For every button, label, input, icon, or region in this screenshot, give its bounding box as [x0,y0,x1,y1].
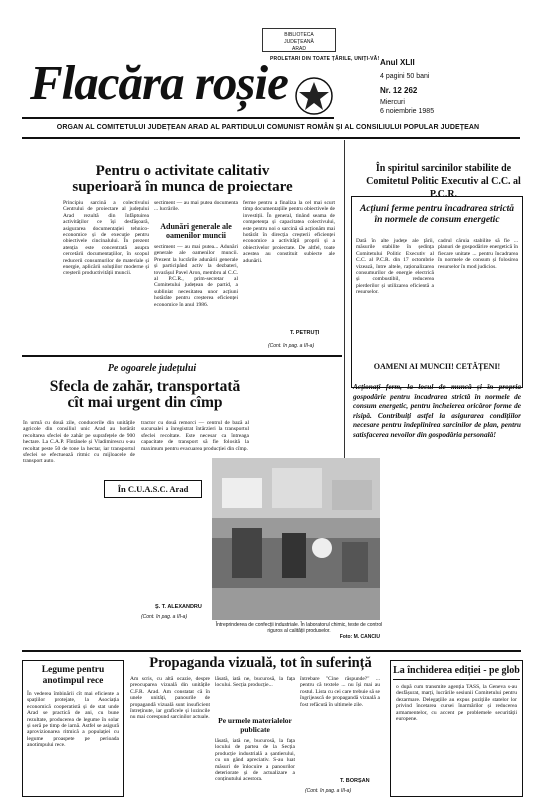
lead-signature: T. PETRUȚI [290,330,320,336]
library-stamp [262,28,336,52]
bottom-rule [22,650,521,652]
party-emblem-icon [294,74,334,118]
legume-box [22,660,124,797]
plenary-text-2: cadrul căruia stabilite să fie ... planuri de gospodărire energetică în fiecare unitate ... pentru încadrarea în normele de consum și folosirea resurselor în mod judicios. [438,238,518,270]
issue-day: Miercuri [380,99,405,106]
propaganda-text-1: Am scris, cu altă ocazie, despre preocuparea vizuală din unitățile C.F.R. Arad. Am constatat că în unele unități, panourile de propagandă vizuală sunt insuficient întreținute, iar graficele și lozincile nu mai corespund sarcinilor actuale. [130,676,210,721]
section-rule [22,355,342,357]
propaganda-subhead: Pe urmele materialelor publicate [218,716,292,734]
organ-line: ORGAN AL COMITETULUI JUDEȚEAN ARAD AL PARTIDULUI COMUNIST ROMÂN ȘI AL CONSILIULUI POPULAR JUDEȚEAN [56,124,480,131]
masthead-slogan: PROLETARI DIN TOATE ȚĂRILE, UNIȚI-VĂ! [270,56,380,62]
stamp-line: JUDEȚEANĂ [284,39,314,45]
fields-kicker: Pe ogoarele județului [107,363,197,374]
propaganda-continued: (Cont. în pag. a III-a) [305,788,352,794]
fields-text-1: În urmă cu două zile, conducerile din unitățile agricole din consiliul unic Arad au hotărât recoltarea sfeclei de zahăr pe suprafețele de 900 hectare. La C.A.P. Fîntânele și Vladimirescu s-au recoltat peste 50 de tone la hectar, iar transportul sfeclei se efectuează ritmic cu mijloacele de transport auto. [23,420,135,465]
lead-column-2: sectiment — au mai putea... Adunări generale ale oamenilor muncii. Prezent la lucrările adunării generale și participând activ la dezbateri, tovarășul Pavel Aron, membru al C.C. al P.C.R., prim-secretar al Comitetului județean de partid, a subliniat necesitatea unor acțiuni hotărâte pentru creșterea eficienței economice în anul 1986. [154,244,238,308]
fields-continued: (Cont. în pag. a III-a) [141,614,188,620]
organ-rule [22,137,520,139]
plenary-text-1: Dată în alte județe ale țării, măsurile stabilite în ședința Comitetului Politic Executiv al C.C. al P.C.R. din 17 octombrie vizează, între altele, raționalizarea consumurilor de energie electrică și combustibil, reducerea pierderilor și utilizarea eficientă a resurselor. [356,238,434,296]
plenary-headline: În spiritul sarcinilor stabilite de Comitetul Politic Executiv al C.C. al P.C.R. [366,163,521,200]
fields-signature: Ș. T. ALEXANDRU [155,604,202,610]
propaganda-text-3: întrebare "Cine răspunde?" ... pentru că textele ... nu își mai au rostul. Lista cu cei care trebuie să se îngrijească de propagandă vizuală a fost refăcută în ultimele zile. [300,676,380,708]
closing-text: o după cum transmite agenția TASS, la Geneva s-au desfășurat, marți, lucrările sesiunii Comitetului pentru dezarmare. Delegațiile au expus pozițiile statelor lor privind încetarea cursei înarmărilor și reducerea armamentelor, cu accent pe problemele securității europene. [396,684,517,723]
issue-number: Nr. 12 262 [380,86,418,95]
issue-year: Anul XLII [380,58,415,67]
photo-credit: Foto: M. CANCIU [339,634,380,640]
issue-price: 4 pagini 50 bani [380,73,430,80]
propaganda-headline: Propaganda vizuală, tot în suferință [149,655,372,671]
fields-text-2: tractor cu două remorci — centrul de bază al sucursalei a înregistrat întârzieri la transportul sfeclei recoltate. Este necesar ca întreaga capacitate de transport să fie folosită la maximum pentru evacuarea producției din cîmp. [141,420,249,452]
lead-continued: (Cont. în pag. a III-a) [268,343,315,349]
propaganda-text-2-top: lăsată, iată ne, bucurosă, la fața locului. Secția producție... [215,676,295,689]
fields-headline: Sfecla de zahăr, transportată cît mai urgent din cîmp [49,378,241,411]
stamp-line: BIBLIOTECA [284,32,314,38]
issue-info [362,56,482,116]
newspaper-title: Flacăra roșie [30,55,288,110]
fields-inset: În C.U.A.S.C. Arad [104,480,202,498]
lead-column-1: Principiu sarcină a colectivului Centrului de proiectare al județului Arad rezultă din înfăptuirea activităților ce își desfășoară, asigurarea documentației tehnico-economice și de execuție pentru obiectivele cincinalului. În prezent atenția este concentrată asupra cercetării documentațiilor, în scopul reducerii consumurilor de materiale și energie, aplicării soluțiilor moderne și creșterii productivității muncii. [63,200,149,277]
propaganda-text-2: lăsată, iată ne, bucurosă, la fața locului de partea de la Secția producție industrială a șantierului, cu un gând apreciativ. S-au luat măsuri de înlocuire a panourilor deteriorate și de actualizare a conținutului acestora. [215,738,295,783]
closing-box [390,660,523,797]
plenary-box-title: Acțiuni ferme pentru încadrarea strictă în normele de consum energetic [359,204,515,225]
issue-date: 6 noiembrie 1985 [380,108,435,115]
legume-title: Legume pentru anotimpul rece [41,665,105,686]
propaganda-signature: T. BORȘAN [340,778,370,784]
photo-caption: Întreprinderea de confecții industriale. În laboratorul chimic, teste de control riguros al calității produselor. [215,622,383,634]
lead-column-3: ferme pentru a finaliza la cel mai scurt timp documentațiile pentru obiectivele de investiții. În general, tinând seama de competența și capacitatea colectivului, este pentru noi o sarcină să acționăm mai hotărât în direcția creșterii eficienței economice a activității proprii și a obiectivelor proiectate. De altfel, toate acestea au constituit subiecte ale adunării. [243,200,335,264]
legume-text: În vederea îmbinării cît mai eficiente a spațiilor protejate, la Asociația economică cooperatistă și de stat unde Arad se practică de ani, cu bune rezultate, producerea de legume în solar și seră pe timp de iarnă. Astfel se asigură aprovizionarea ritmică a populației cu legume proaspete pe perioada anotimpului rece. [27,691,119,749]
lead-column-2-top: sectiment — au mai putea documenta ... lucrările. [154,200,238,213]
lead-headline: Pentru o activitate calitativ superioară în munca de proiectare [72,163,293,195]
masthead-rule [22,117,334,119]
appeal-text: Acționați ferm, la locul de muncă și în propria gospodărie pentru încadrarea strictă în normele de consum energetic, pentru încheierea oricăror forme de risipă. Contribuiți astfel la asigurarea condițiilor necesare pentru îndeplinirea sarcinilor de plan, pentru satisfacerea nevoilor din gospodăria personală! [353,382,521,439]
lead-subhead: Adunări generale ale oamenilor muncii [160,222,232,240]
closing-title: La închiderea ediției - pe glob [393,665,520,680]
appeal-title: OAMENI AI MUNCII! CETĂȚENI! [373,362,501,371]
laboratory-photo [212,458,380,620]
stamp-line: ARAD [292,46,306,52]
